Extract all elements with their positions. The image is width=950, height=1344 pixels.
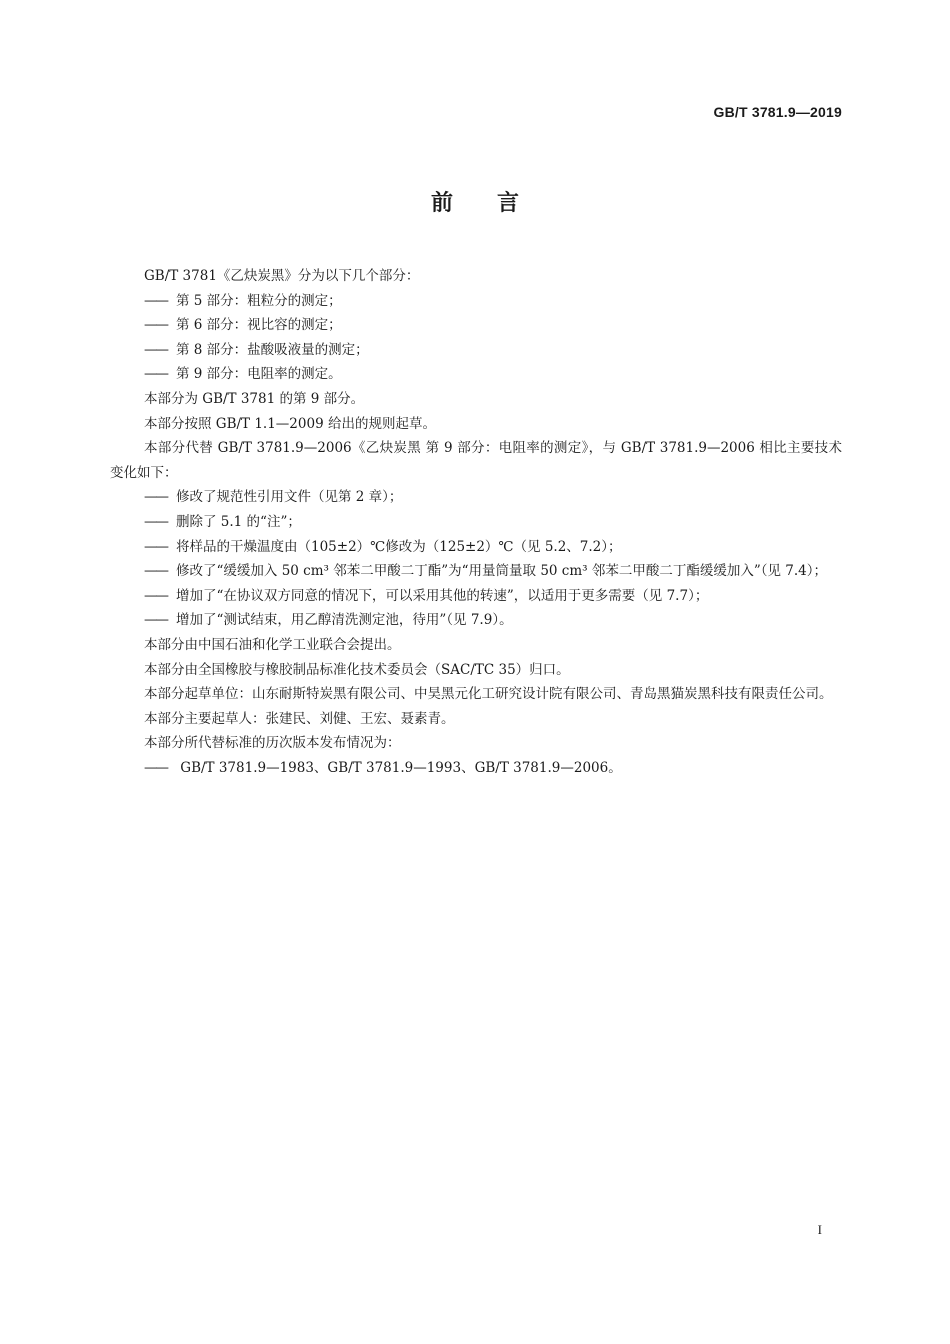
paragraph: GB/T 3781《乙炔炭黑》分为以下几个部分：	[144, 268, 420, 284]
page-number: I	[817, 1222, 822, 1237]
paragraph: 本部分代替 GB/T 3781.9—2006《乙炔炭黑 第 9 部分：电阻率的测定》，与 GB/T 3781.9—2006 相比主要技术变化如下：	[110, 440, 842, 481]
foreword-body	[110, 264, 842, 780]
paragraph: 本部分起草单位：山东耐斯特炭黑有限公司、中昊黑元化工研究设计院有限公司、青岛黑猫炭黑科技有限责任公司。	[144, 686, 833, 703]
paragraph: 本部分所代替标准的历次版本发布情况为：	[144, 735, 401, 752]
paragraph: 本部分为 GB/T 3781 的第 9 部分。	[144, 390, 365, 407]
paragraph: 本部分主要起草人：张建民、刘健、王宏、聂素青。	[144, 710, 455, 727]
list-item: —— 第 5 部分：粗粒分的测定；	[144, 292, 342, 309]
list-item: —— 增加了“在协议双方同意的情况下，可以采用其他的转速”，以适用于更多需要（见 7.7）；	[144, 587, 709, 604]
paragraph: 本部分由中国石油和化学工业联合会提出。	[144, 636, 401, 653]
list-item: —— 修改了规范性引用文件（见第 2 章）；	[144, 489, 403, 506]
list-item: —— 增加了“测试结束，用乙醇清洗测定池，待用”（见 7.9）。	[144, 612, 513, 629]
document-code-header: GB/T 3781.9—2019	[713, 104, 842, 120]
list-item: —— 第 8 部分：盐酸吸液量的测定；	[144, 341, 369, 358]
paragraph: 本部分按照 GB/T 1.1—2009 给出的规则起草。	[144, 415, 436, 432]
list-item: —— 删除了 5.1 的“注”；	[144, 513, 301, 530]
page-title: 前言	[430, 191, 563, 216]
list-item: —— 第 9 部分：电阻率的测定。	[144, 366, 342, 383]
list-item: —— 第 6 部分：视比容的测定；	[144, 317, 342, 334]
paragraph: 本部分由全国橡胶与橡胶制品标准化技术委员会（SAC/TC 35）归口。	[144, 661, 570, 678]
list-item: —— 将样品的干燥温度由（105±2）℃修改为（125±2）℃（见 5.2、7.2）；	[144, 538, 622, 555]
list-item: —— 修改了“缓缓加入 50 cm³ 邻苯二甲酸二丁酯”为“用量筒量取 50 cm³ 邻苯二甲酸二丁酯缓缓加入”（见 7.4）；	[144, 563, 828, 580]
list-item: —— GB/T 3781.9—1983、GB/T 3781.9—1993、GB/T 3781.9—2006。	[144, 759, 622, 776]
